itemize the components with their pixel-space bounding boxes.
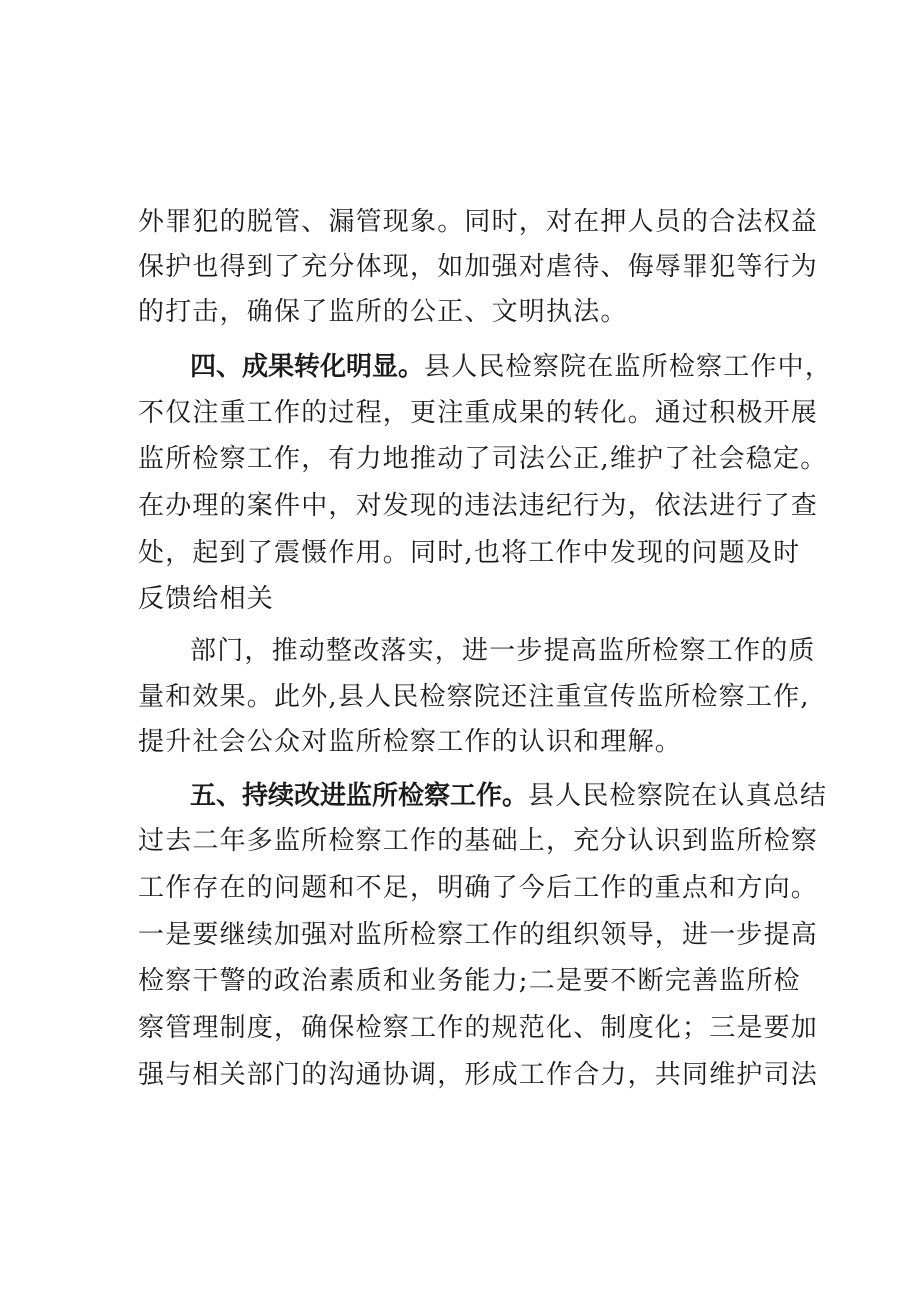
paragraph-line: 的打击，确保了监所的公正、文明执法。	[138, 297, 628, 327]
paragraph-line: 部门，推动整改落实，进一步提高监所检察工作的质	[190, 636, 816, 666]
paragraph-line: 保护也得到了充分体现，如加强对虐待、侮辱罪犯等行为	[138, 252, 819, 282]
paragraph-line: 量和效果。此外,县人民检察院还注重宣传监所检察工作,	[138, 682, 810, 712]
section-5-text: 县人民检察院在认真总结	[528, 781, 828, 811]
paragraph-line: 察管理制度，确保检察工作的规范化、制度化；三是要加	[138, 1013, 819, 1043]
section-4-text: 县人民检察院在监所检察工作中，	[424, 352, 833, 382]
section-4-first-line	[190, 352, 832, 382]
section-5-first-line	[190, 781, 827, 811]
paragraph-line: 不仅注重工作的过程，更注重成果的转化。通过积极开展	[138, 398, 819, 428]
paragraph-line: 检察干警的政治素质和业务能力;二是要不断完善监所检	[138, 966, 801, 996]
paragraph-line: 一是要继续加强对监所检察工作的组织领导，进一步提高	[138, 920, 819, 950]
paragraph-line: 过去二年多监所检察工作的基础上，充分认识到监所检察	[138, 826, 819, 856]
paragraph-line: 工作存在的问题和不足，明确了今后工作的重点和方向。	[138, 873, 819, 903]
section-5-heading: 五、持续改进监所检察工作。	[190, 781, 529, 811]
paragraph-line: 强与相关部门的沟通协调，形成工作合力，共同维护司法	[138, 1060, 819, 1090]
paragraph-line: 监所检察工作，有力地推动了司法公正,维护了社会稳定。	[138, 444, 828, 474]
section-4-heading: 四、成果转化明显。	[190, 352, 425, 382]
paragraph-line: 提升社会公众对监所检察工作的认识和理解。	[138, 727, 683, 757]
paragraph-line: 外罪犯的脱管、漏管现象。同时，对在押人员的合法权益	[138, 207, 819, 237]
paragraph-line: 处，起到了震慑作用。同时,也将工作中发现的问题及时	[138, 538, 801, 568]
paragraph-line: 在办理的案件中，对发现的违法违纪行为，依法进行了查	[138, 491, 819, 521]
paragraph-line: 反馈给相关	[138, 584, 275, 614]
